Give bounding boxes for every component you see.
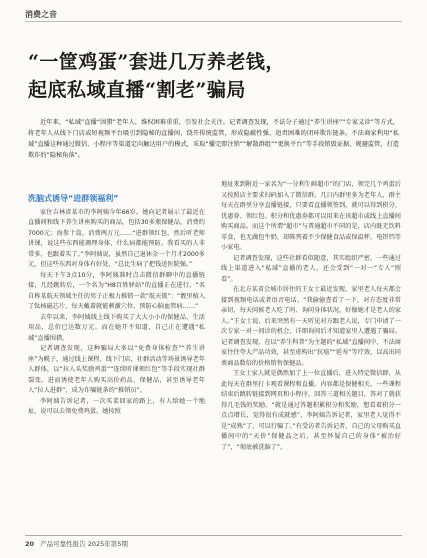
body-paragraph: 家住吉林省某市的李阿姨今年66岁。她向记者展示了最近在直播间和线下养生讲座购买的商品，包括30多瓶保健品，消费约7000元；海参十盒，消费两万元……“进群领红包，然后听老师讲课，说这些东西能调理身体，什么病都能预防。我看买的人非常多，也跟着买了。”李阿姨说，虽然自己退休金一个月才2000多元，但这些东西对身体有好处，“总比生病了把钱送医院强。” [28, 208, 205, 268]
title-line-1: “一筐鸡蛋”套进几万养老钱， [28, 51, 285, 73]
section-subheading: 洗脑式诱导“进群领福利” [28, 194, 119, 203]
body-paragraph: 每天下午3点10分，李阿姨准时点击微信群聊中的直播链接，几经跳转后，一个名为“H8百姓驿站”的直播正在进行。“名自称某航天领域主任的男子正极力推销一款“航天铍”：“靓里植入了钛核磁芯片，每天戴着就能刺激穴位、预防心脑血管病……” [28, 271, 205, 310]
body-paragraph: 去年以来，李阿姨线上线下购买了大大小小的保健品、生活用品，总价已达数万元。而在她开不知道，自己正在遭遇“私域”直播围猎。 [28, 313, 205, 342]
body-paragraph: 李阿姨告诉记者，一次买菜回家的路上，有人给她一个地址，说可以去领免费鸡蛋。她按照 [28, 397, 205, 415]
left-column [28, 194, 205, 418]
body-paragraph: 在北方某省会城市居住的王女士最近发现，家里老人每天都会接到视频电话或者语音电话。“我偷偷查看了一下，对方态度非常亲切，每天问候老人吃了吗、询问身体状况，好像她才是老人的家人。”王女士说，后来突然有一天听见对方跟老人说，专门申请了一次专家一对一问诊的机会，详细询问后才知道家里人遭遇了骗局。记者调查发现，在以“养生科普”为主题的“私域”直播间中，不法商家往往夸大产品功效，甚至虚构出“抗癌”“延寿”等疗效，以高出同类商品数倍的价格销售保健品。 [221, 286, 401, 367]
title-line-2: 起底私域直播“割老”骗局 [28, 79, 246, 101]
article-title [28, 48, 399, 104]
page-footer [25, 539, 128, 548]
right-column [221, 180, 401, 453]
body-paragraph: 王女士家人就是偶然加了上一位直播后，进入特定微信群，从此每天在群里打卡观看课程和直播。内容都是保健相关，一些课程结束后跳转链接到网页和小程序，回答三道相关题目，答对了就获得几毛钱的奖励。“就是通过答题积累积分和奖励，想看着积分一点点增长，觉得很有成就感”，李阿姨告诉记者，家里老人觉得不是“成熟”了，可以行骗了。”有受访者告诉记者，自己的父母购买直播间中的“天价”保健品之后，甚至怀疑自己的身体“被治好了”，“彻底被洗脑了”。 [221, 370, 401, 451]
publication-name: 产品可靠性报告 2025年第5期 [40, 540, 128, 548]
footer-divider [25, 535, 402, 536]
lead-paragraph: 近年来，“私域”直播“围猎”老年人，维权困难重重，引发社会关注。记者调查发现，不法分子通过“养生讲座”“专家义诊”等方式，将老年人从线下门店或短视频平台吸引到隐秘的直播间，绕开传统监管，形成隐蔽性强、追责困难的闭环欺诈链条。不法商家利用“私域”直播这种通过微信、小程序等渠道定向触达用户的模式，采取“播完即注销”“解散群组”“更换平台”等手段销毁证据，规避监管，打造欺诈的“隐秘角落”。 [28, 119, 399, 159]
section-tag: 消费之音 [25, 10, 57, 19]
body-paragraph: 记者调查发现，这种骗局大多以“免费身体检查”“养生讲座”为幌子，通过线上课程、线下门店，社群活动等场景诱导老年人群体，以“拉人头奖励鸡蛋”“连续听课领红包”等手段实现社群裂变。进而诱使老年人购买高价药品、保健品，甚至诱导老年人“拉人进群”，成为诈骗链条的“推销员”。 [28, 345, 205, 394]
page-number: 20 [25, 540, 35, 548]
body-paragraph: 地址来到附近一家名为“一分利生鲜超市”的门店，领完几个鸡蛋后又按照店主要求扫码加入了微信群。几日内群里多为老年人，群主每天在群里分享直播链接，只要看直播领签到，就可以得到积分、优惠券、领红包。积分和优惠券都可以用来在该超市或线上直播间购买商品。而这个所谓“超市”与普通超市不同的是，店内既无饮料零食，也无蔬包牛奶，却陈列着不少保健食品或保温杯、电饼铛等小家电。 [221, 181, 401, 251]
body-paragraph: 记者调查发现，这些社群看似随意，其实组织严密。一些通过线上渠道进入“私域”直播的老人，还会受到“一对一”专人“照看”。 [221, 254, 401, 283]
header-divider [25, 21, 402, 22]
